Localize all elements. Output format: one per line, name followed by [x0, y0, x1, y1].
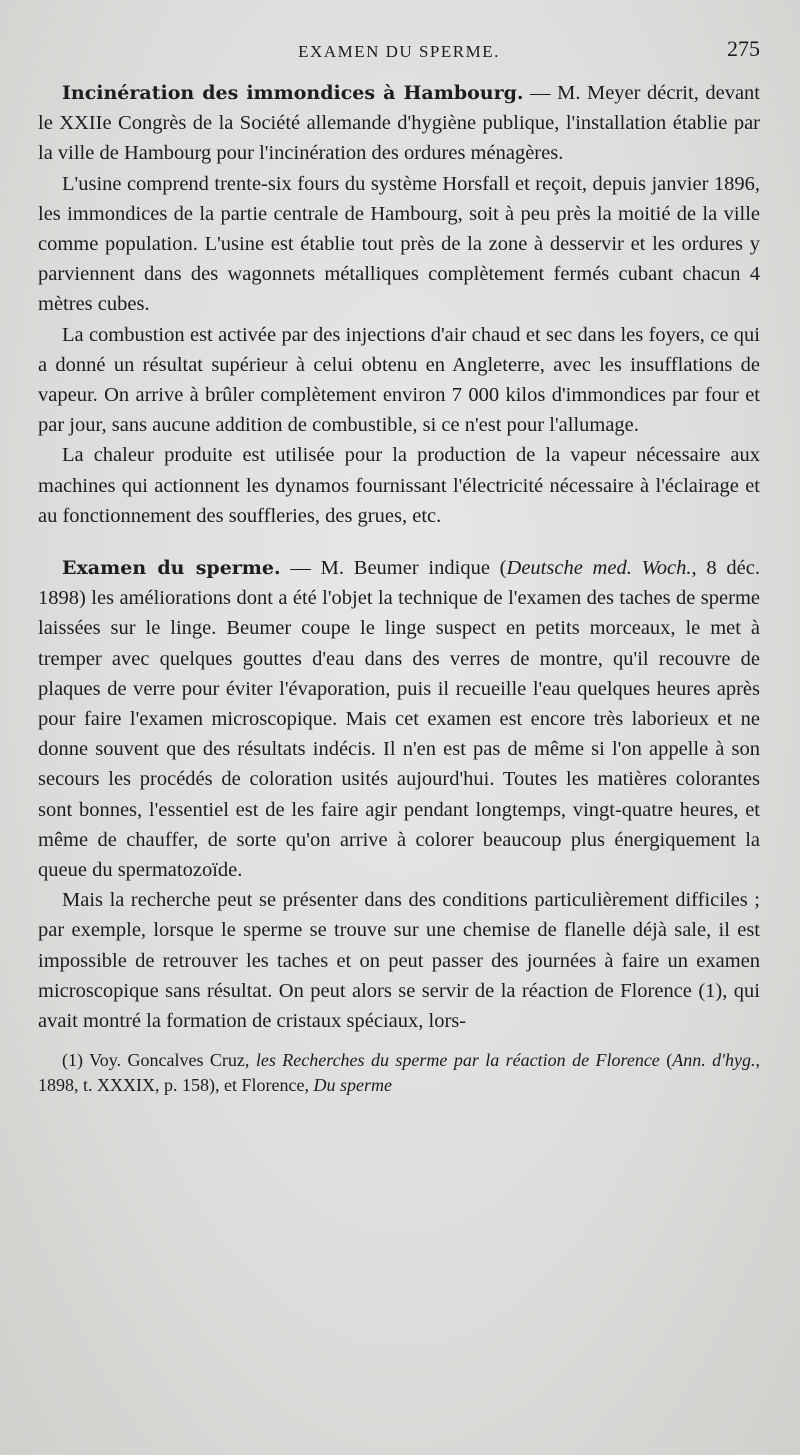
paragraph: La chaleur produite est utilisée pour la production de la vapeur nécessaire aux machines qui actionnent les dynamos fournissant l'électricité nécessaire à l'éclairage et au fonctionnement des souffleries, des grues, etc. — [38, 444, 760, 527]
footnote-title: les Recherches du sperme par la réaction de Florence — [255, 1050, 660, 1071]
page-header — [38, 34, 760, 74]
page-number: 275 — [727, 36, 760, 61]
paragraph-text: M. Beumer indique ( — [320, 557, 507, 580]
footnote-text: (1) Voy. Goncalves Cruz, — [62, 1050, 256, 1071]
footnote-journal: Ann. d'hyg. — [672, 1050, 756, 1071]
title-separator: — — [280, 557, 321, 580]
paragraph-text: M. Meyer décrit, devant le XXIIe Congrès de la Société allemande d'hygiène publique, l'installation établie par la ville de Hambourg pour l'incinération des ordures ménagères. — [38, 82, 760, 165]
paragraph: L'usine comprend trente-six fours du système Horsfall et reçoit, depuis janvier 1896, les immondices de la partie centrale de Hambourg, soit à peu près la moitié de la ville comme population. L'usine est établie tout près de la zone à desservir et les ordures y parviennent dans des wagonnets métalliques complètement fermés cubant chacun 4 mètres cubes. — [38, 172, 760, 316]
paragraph — [38, 553, 760, 885]
footnote-text: ( — [659, 1050, 673, 1071]
footnote-spacer — [38, 1036, 760, 1048]
paragraph — [38, 78, 760, 169]
title-separator: — — [523, 82, 558, 104]
page-body — [38, 78, 760, 1036]
footnote-title: Du sperme — [313, 1075, 392, 1096]
section-spacer — [38, 531, 760, 553]
journal-citation: Deutsche med. Woch. — [506, 557, 692, 580]
footnote — [38, 1048, 760, 1098]
footnote-text: , 1898, t. XXXIX, p. 158), et Florence, — [38, 1050, 760, 1096]
paragraph-text: , 8 déc. 1898) les améliorations dont a été l'objet la technique de l'examen des taches de sperme laissées sur le linge. Beumer coupe le linge suspect en petits morceaux, le met à tremper avec quelques gouttes d'eau dans des verres de montre, qu'il recouvre de plaques de verre pour éviter l'évaporation, puis il recueille l'eau quelques heures après pour faire l'examen microscopique. Mais cet examen est encore très laborieux et ne donne souvent que des résultats indécis. Il n'en est pas de même si l'on appelle à son secours les procédés de coloration usités aujourd'hui. Toutes les matières colorantes sont bonnes, l'essentiel est de les faire agir pendant longtemps, vingt-quatre heures, et même de chauffer, de sorte qu'on arrive à colorer beaucoup plus énergiquement la queue du spermatozoïde. — [38, 557, 760, 882]
paragraph: La combustion est activée par des injections d'air chaud et sec dans les foyers, ce qui a donné un résultat supérieur à celui obtenu en Angleterre, avec les insufflations de vapeur. On arrive à brûler complètement environ 7 000 kilos d'immondices par four et par jour, sans aucune addition de combustible, si ce n'est pour l'allumage. — [38, 323, 760, 437]
section-title-sperme: Examen du sperme. — [62, 557, 281, 580]
running-head: EXAMEN DU SPERME. — [298, 42, 500, 61]
paragraph: Mais la recherche peut se présenter dans des conditions particulièrement difficiles ; par exemple, lorsque le sperme se trouve sur une chemise de flanelle déjà sale, il est impossible de retrouver les taches et on peut passer des journées à faire un examen microscopique sans résultat. On peut alors se servir de la réaction de Florence (1), qui avait montré la formation de cristaux spéciaux, lors- — [38, 889, 760, 1033]
section-title-incineration: Incinération des immondices à Hambourg. — [62, 82, 524, 104]
